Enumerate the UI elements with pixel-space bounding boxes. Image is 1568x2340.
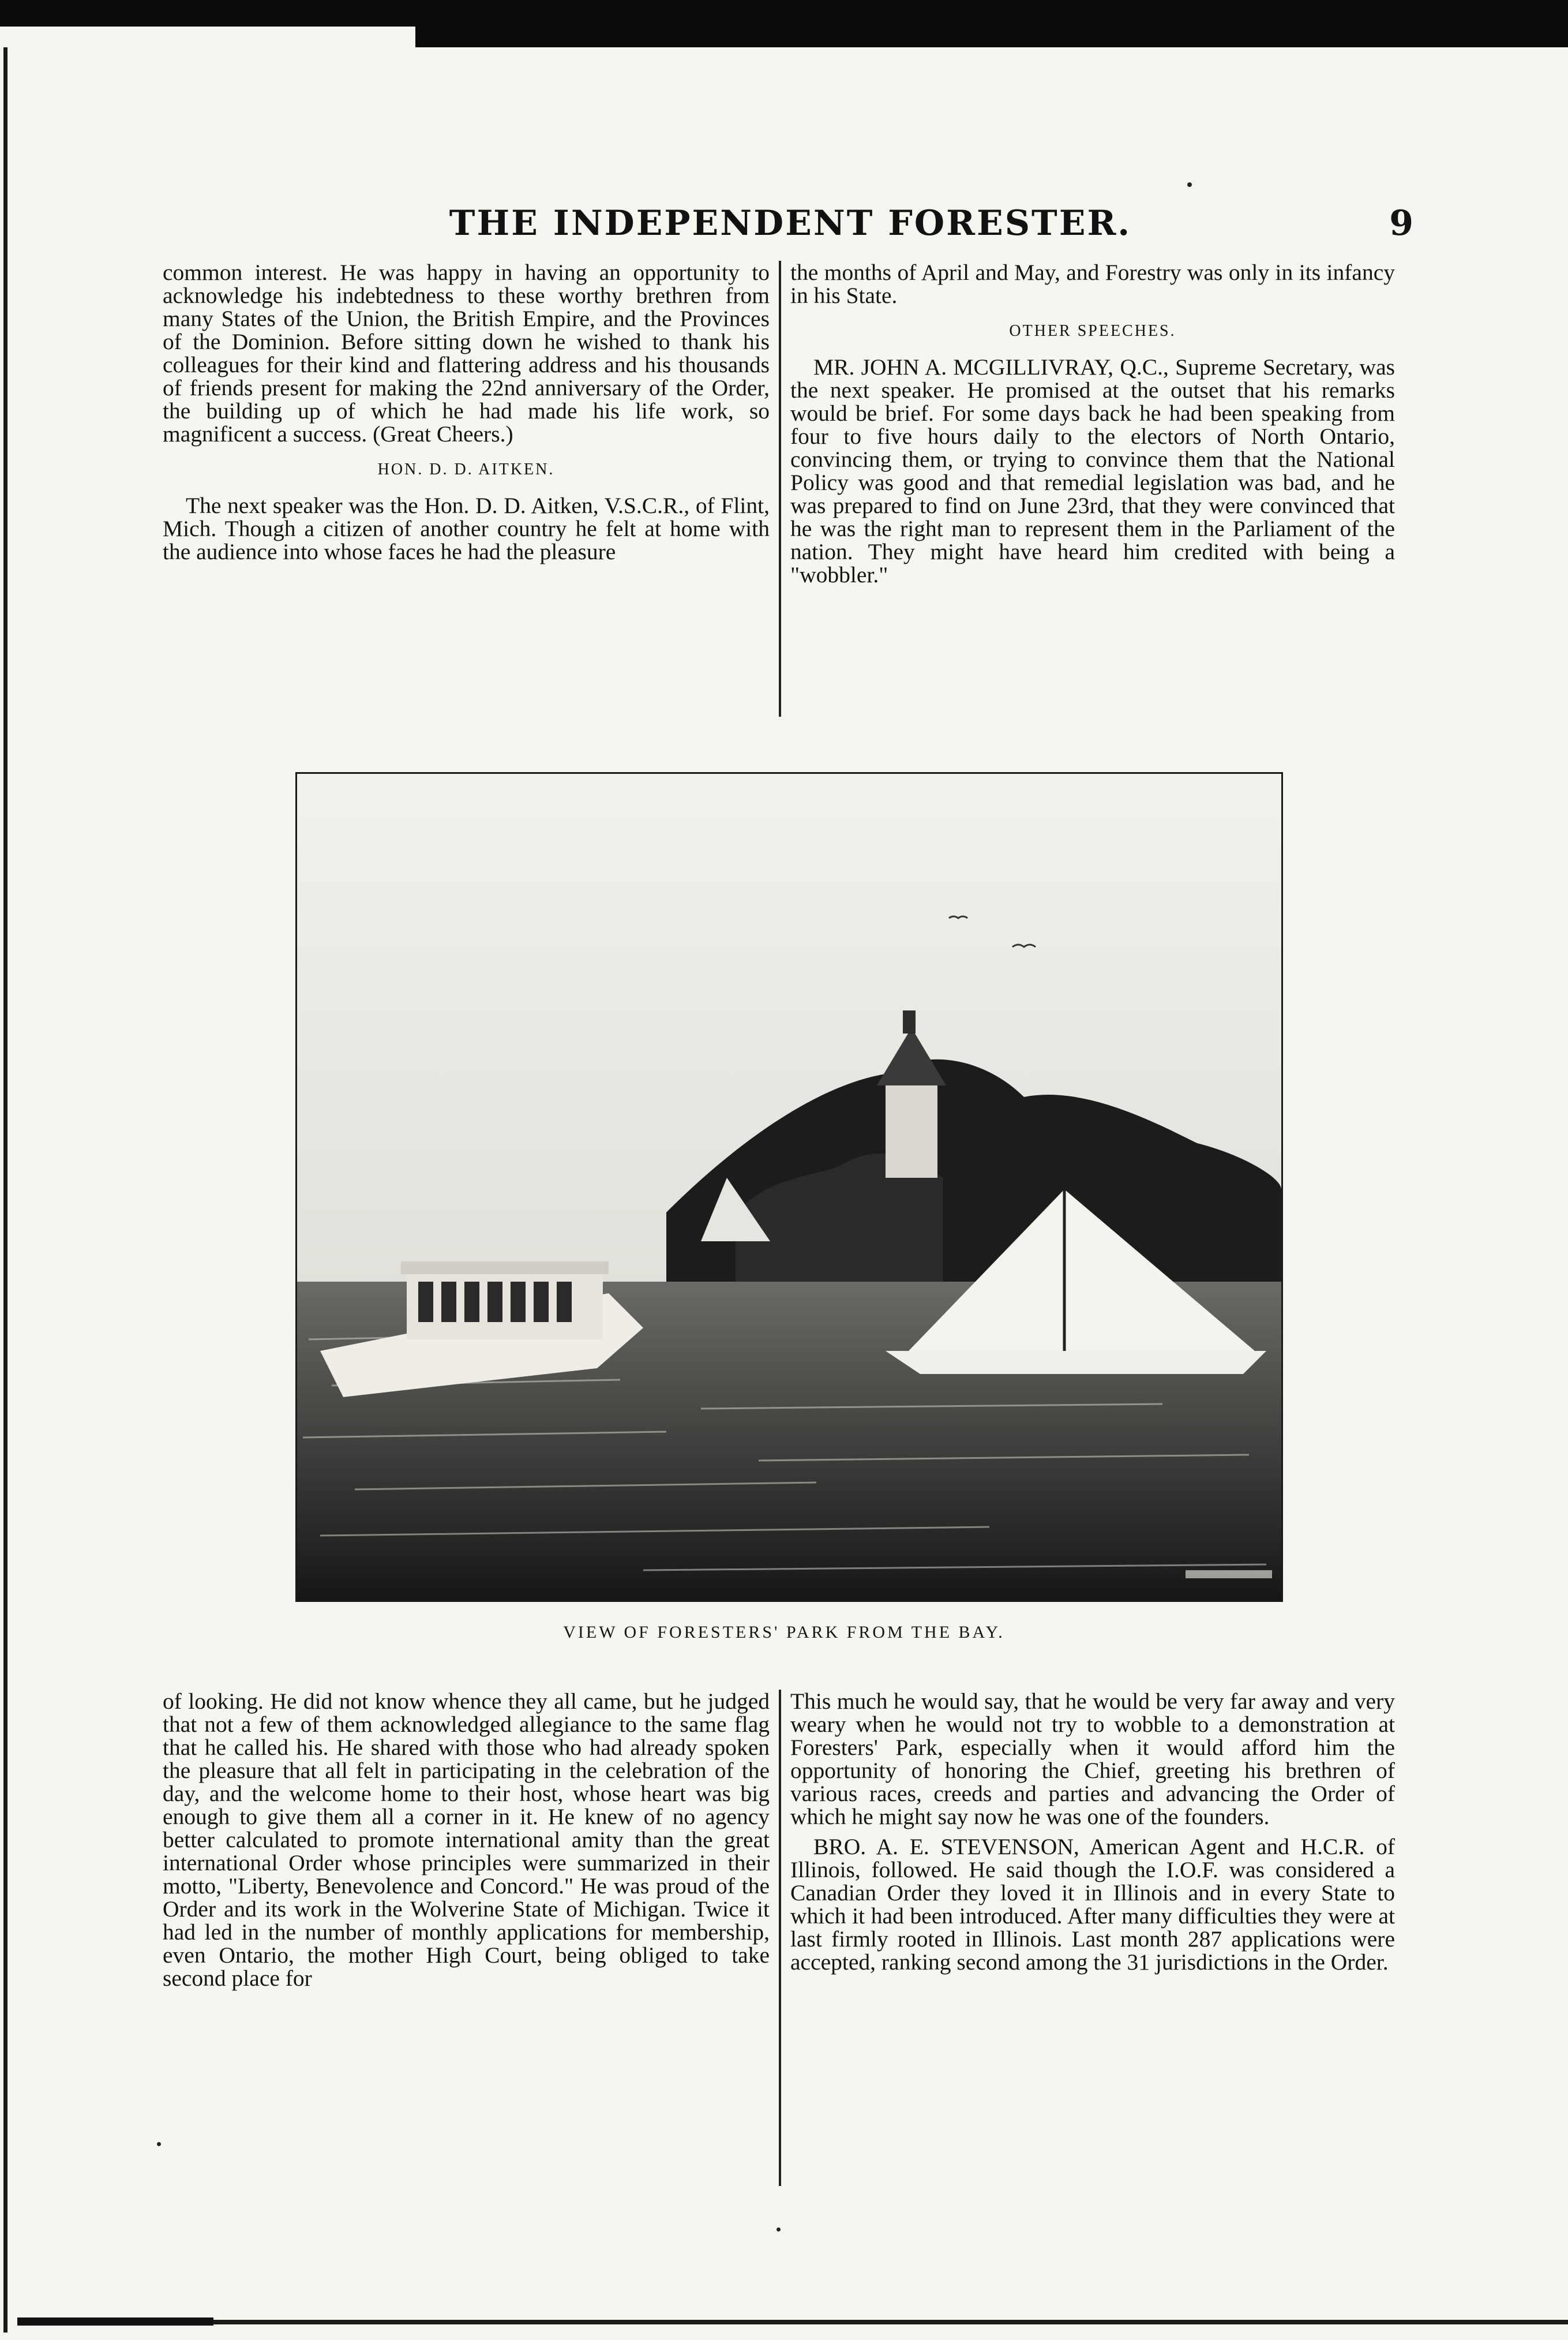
print-speck: [777, 2227, 781, 2232]
subhead-other-speeches: OTHER SPEECHES.: [1009, 322, 1176, 340]
top-left-column: [163, 261, 770, 563]
bottom-right-column: [790, 1690, 1395, 1974]
bottom-border-bar: [17, 2320, 1568, 2324]
paragraph: common interest. He was happy in having an opportunity to acknowledge his indebtedness to these worthy brethren from many States of the Union, the British Empire, and the Provinces of the Dominion. Before sitting down he wished to thank his colleagues for their kind and flattering address and his thousands of friends present for making the 22nd anniversary of the Order, the building up of which he had made his life work, so magnificent a success. (Great Cheers.): [163, 260, 770, 447]
bottom-left-column: [163, 1690, 770, 1990]
left-border-rule: [3, 47, 7, 2332]
photo-illustration: [297, 774, 1281, 1600]
paragraph: MR. JOHN A. MCGILLIVRAY, Q.C., Supreme Secretary, was the next speaker. He promised at the outset that his remarks would be brief. For some days back he had been speaking from four to five hours daily to the electors of North Ontario, convincing them, or trying to convince them that the National Policy was good and that remedial legislation was bad, and he was prepared to find on June 23rd, that they were convinced that he was the right man to represent them in the Parliament of the nation. They might have heard him credited with being a "wobbler.": [790, 354, 1395, 587]
bottom-border-thick: [17, 2317, 213, 2326]
subhead-aitken: HON. D. D. AITKEN.: [377, 460, 555, 478]
column-divider-top: [779, 261, 781, 717]
paragraph: This much he would say, that he would be very far away and very weary when he would not try to wobble to a demonstration at Foresters' Park, especially when it would afford him the opportunity of honoring the Chief, greeting his brethren of various races, creeds and parties and advancing the Order of which he might say now he was one of the founders.: [790, 1688, 1395, 1829]
park-photograph: [295, 772, 1283, 1602]
column-divider-bottom: [779, 1690, 781, 2186]
paragraph: of looking. He did not know whence they all came, but he judged that not a few of them acknowledged allegiance to the same flag that he called his. He shared with those who had already spoken the pleasure that all felt in participating in the celebration of the day, and the welcome home to their host, whose heart was big enough to give them all a corner in it. He knew of no agency better calculated to promote international amity than the great international Order whose principles were summarized in their motto, "Liberty, Benevolence and Concord." He was proud of the Order and its work in the Wolverine State of Michigan. Twice it had led in the number of monthly applications for membership, even Ontario, the mother High Court, being obliged to take second place for: [163, 1688, 770, 1991]
top-border-gap: [0, 27, 415, 47]
journal-title: THE INDEPENDENT FORESTER.: [449, 203, 1132, 244]
paragraph: The next speaker was the Hon. D. D. Aitken, V.S.C.R., of Flint, Mich. Though a citizen of another country he felt at home with the audience into whose faces he had the pleasure: [163, 493, 770, 564]
paragraph: the months of April and May, and Forestry was only in its infancy in his State.: [790, 260, 1395, 308]
page-number: 9: [1389, 203, 1413, 244]
running-header: [167, 203, 1413, 249]
paragraph: BRO. A. E. STEVENSON, American Agent and H.C.R. of Illinois, followed. He said though the I.O.F. was considered a Canadian Order they loved it in Illinois and in every State to which it had been introduced. After many difficulties they were at last firmly rooted in Illinois. Last month 287 applications were accepted, ranking second among the 31 jurisdictions in the Order.: [790, 1834, 1395, 1975]
print-speck: [157, 2142, 161, 2146]
top-right-column: [790, 261, 1395, 586]
print-speck: [1187, 182, 1192, 187]
photo-caption: VIEW OF FORESTERS' PARK FROM THE BAY.: [563, 1623, 1005, 1642]
